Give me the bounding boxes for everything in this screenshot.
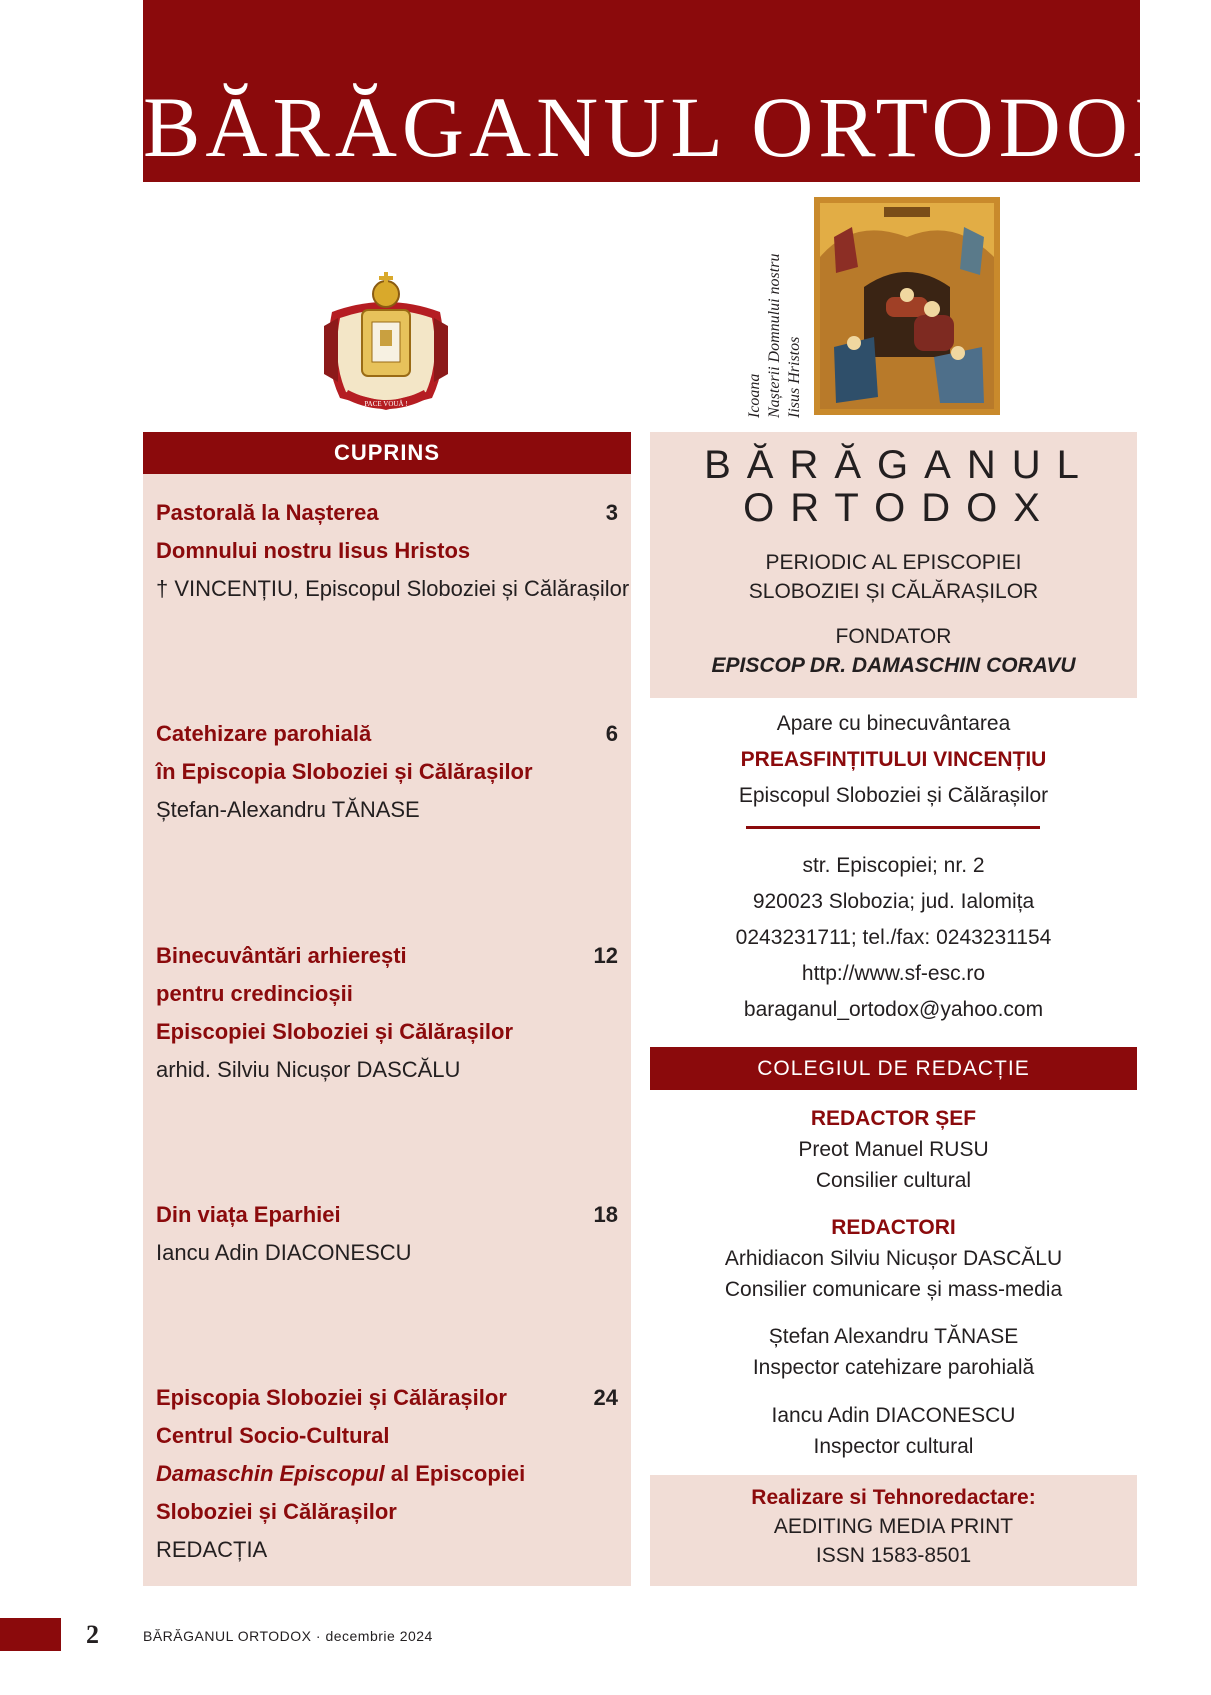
toc-title-italic: Damaschin Episcopul — [156, 1461, 385, 1486]
toc-author: Ștefan-Alexandru TĂNASE — [156, 797, 420, 822]
staff-role: Inspector cultural — [813, 1435, 974, 1458]
caption-line: Icoana — [746, 373, 763, 418]
nativity-icon-image — [814, 197, 1000, 415]
toc-page-number: 6 — [605, 721, 618, 746]
editor-block — [650, 1321, 1137, 1383]
toc-title-line: Episcopiei Sloboziei și Călărașilor — [156, 1019, 514, 1044]
toc-title-line: Pastorală la Nașterea — [156, 500, 379, 525]
address-street: str. Episcopiei; nr. 2 — [802, 854, 985, 877]
caption-line: Iisus Hristos — [786, 336, 803, 418]
staff-role: Consilier cultural — [815, 1169, 972, 1192]
toc-title-line: Domnului nostru Iisus Hristos — [156, 538, 471, 563]
footer-running-title: BĂRĂGANUL ORTODOX · decembrie 2024 — [143, 1628, 433, 1644]
toc-title-line: Binecuvântări arhierești — [156, 943, 407, 968]
website-link[interactable]: http://www.sf-esc.ro — [801, 962, 986, 985]
footer-accent-bar — [0, 1618, 61, 1651]
episcopal-coat-of-arms — [318, 270, 454, 418]
toc-title-line: Catehizare parohială — [156, 721, 372, 746]
publication-title-line: ORTODOX — [743, 486, 1056, 530]
toc-title-line: Din viața Eparhiei — [156, 1202, 341, 1227]
address-city: 920023 Slobozia; jud. Ialomița — [752, 890, 1035, 913]
staff-name: Arhidiacon Silviu Nicușor DASCĂLU — [724, 1247, 1063, 1270]
blessing-block — [650, 706, 1137, 814]
contact-block — [650, 848, 1137, 1028]
staff-role: Inspector catehizare parohială — [752, 1356, 1035, 1379]
toc-page-number: 18 — [593, 1202, 618, 1227]
toc-author: Iancu Adin DIACONESCU — [156, 1240, 412, 1265]
publication-subtitle: PERIODIC AL EPISCOPIEI — [765, 551, 1022, 574]
toc-entry[interactable] — [156, 494, 630, 608]
editors-block — [650, 1212, 1137, 1305]
toc-entry[interactable] — [156, 1196, 618, 1272]
toc-title-line: în Episcopia Sloboziei și Călărașilor — [156, 759, 533, 784]
publication-subtitle: SLOBOZIEI ȘI CĂLĂRAȘILOR — [748, 580, 1039, 603]
divider — [746, 826, 1040, 829]
toc-title-line: Sloboziei și Călărașilor — [156, 1499, 397, 1524]
production-company: AEDITING MEDIA PRINT — [773, 1515, 1014, 1538]
editor-block — [650, 1400, 1137, 1462]
editor-in-chief-block — [650, 1103, 1137, 1196]
toc-page-number: 3 — [605, 500, 618, 525]
toc-title-line: Centrul Socio-Cultural — [156, 1423, 390, 1448]
blessing-bishop: PREASFINȚITULUI VINCENȚIU — [740, 748, 1047, 771]
blessing-line: Episcopul Sloboziei și Călărașilor — [738, 784, 1049, 807]
toc-page-number: 12 — [593, 943, 618, 968]
toc-page-number: 24 — [593, 1385, 618, 1410]
publication-title-line: BĂRĂGANUL — [704, 443, 1095, 487]
editorial-board-header: COLEGIUL DE REDACȚIE — [650, 1047, 1137, 1090]
toc-title-line — [156, 1455, 618, 1493]
toc-title-line: Episcopia Sloboziei și Călărașilor — [156, 1385, 507, 1410]
production-info-box — [650, 1475, 1137, 1586]
publication-info-box — [650, 432, 1137, 698]
cuprins-panel — [143, 474, 631, 1586]
toc-title-line: pentru credincioșii — [156, 981, 353, 1006]
email-link[interactable]: baraganul_ortodox@yahoo.com — [743, 998, 1044, 1021]
founder-name: EPISCOP DR. DAMASCHIN CORAVU — [711, 654, 1076, 677]
toc-author: REDACȚIA — [156, 1537, 268, 1562]
production-label: Realizare si Tehnoredactare: — [751, 1486, 1036, 1509]
contact-phone: 0243231711; tel./fax: 0243231154 — [735, 926, 1052, 949]
staff-name: Iancu Adin DIACONESCU — [771, 1404, 1016, 1427]
page-number: 2 — [86, 1620, 99, 1649]
staff-name: Ștefan Alexandru TĂNASE — [768, 1325, 1019, 1348]
issn: ISSN 1583-8501 — [815, 1544, 972, 1567]
icon-caption — [745, 240, 807, 418]
masthead-banner — [143, 0, 1200, 182]
role-label: REDACTORI — [831, 1216, 956, 1239]
founder-label: FONDATOR — [835, 625, 952, 648]
staff-role: Consilier comunicare și mass-media — [724, 1278, 1063, 1301]
caption-line: Nașterii Domnului nostru — [766, 253, 783, 418]
role-label: REDACTOR ȘEF — [810, 1107, 977, 1130]
crest-motto: PACE VOUĂ ! — [364, 400, 408, 408]
toc-title-rest: al Episcopiei — [384, 1461, 526, 1486]
toc-author: arhid. Silviu Nicușor DASCĂLU — [156, 1057, 461, 1082]
staff-name: Preot Manuel RUSU — [798, 1138, 989, 1161]
cuprins-header: CUPRINS — [143, 432, 631, 474]
masthead-title: BĂRĂGANUL ORTODOX — [143, 79, 1200, 175]
toc-entry[interactable] — [156, 1379, 618, 1569]
toc-entry[interactable] — [156, 937, 618, 1089]
toc-author: † VINCENȚIU, Episcopul Sloboziei și Călărașilor — [156, 576, 630, 601]
toc-entry[interactable] — [156, 715, 618, 829]
blessing-line: Apare cu binecuvântarea — [776, 712, 1011, 735]
